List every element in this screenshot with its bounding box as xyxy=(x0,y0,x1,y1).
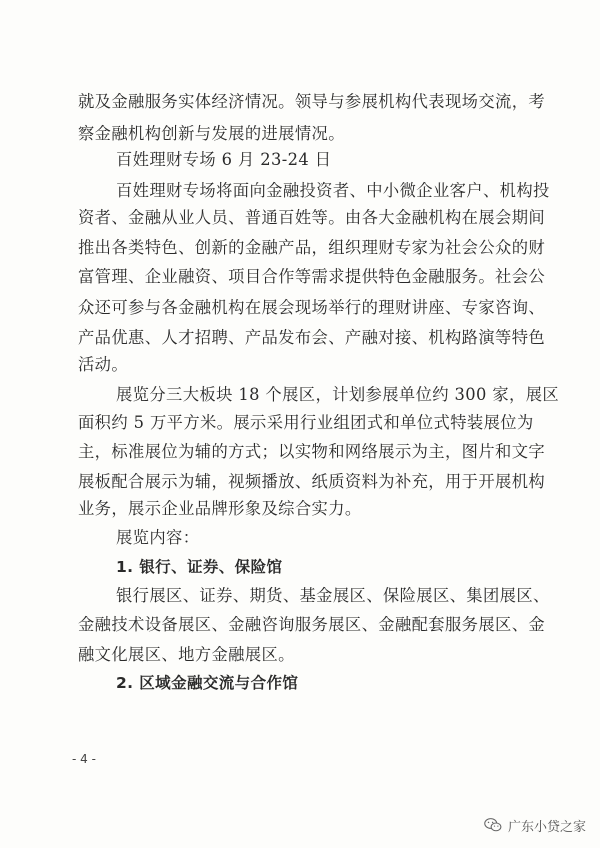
watermark-text: 广东小贷之家 xyxy=(507,819,586,835)
section-heading: 2. 区域金融交流与合作馆 xyxy=(116,674,299,692)
text-line: 产品优惠、人才招聘、产品发布会、产融对接、机构路演等特色 xyxy=(78,328,546,347)
wechat-icon xyxy=(484,817,502,833)
text-line: 富管理、企业融资、项目合作等需求提供特色金融服务。社会公 xyxy=(78,267,546,286)
text-line: 就及金融服务实体经济情况。领导与参展机构代表现场交流，考 xyxy=(78,92,546,111)
text-line: 资者、金融从业人员、普通百姓等。由各大金融机构在展会期间 xyxy=(78,208,546,227)
text-line: 业务，展示企业品牌形象及综合实力。 xyxy=(78,499,362,518)
text-line: 金融技术设备展区、金融咨询服务展区、金融配套服务展区、金 xyxy=(78,615,546,634)
text-line: 百姓理财专场将面向金融投资者、中小微企业客户、机构投 xyxy=(116,181,550,200)
text-line: 面积约 5 万平方米。展示采用行业组团式和单位式特装展位为 xyxy=(78,413,534,432)
section-heading: 百姓理财专场 6 月 23-24 日 xyxy=(116,150,332,169)
text-line: 推出各类特色、创新的金融产品，组织理财专家为社会公众的财 xyxy=(78,238,546,257)
text-line: 展板配合展示为辅，视频播放、纸质资料为补充，用于开展机构 xyxy=(78,472,546,491)
section-heading: 1. 银行、证券、保险馆 xyxy=(116,558,283,576)
watermark xyxy=(484,814,586,836)
text-line: 活动。 xyxy=(78,355,129,374)
text-line: 融文化展区、地方金融展区。 xyxy=(78,645,295,664)
text-line: 展览分三大板块 18 个展区，计划参展单位约 300 家，展区 xyxy=(116,385,560,404)
text-line: 众还可参与各金融机构在展会现场举行的理财讲座、专家咨询、 xyxy=(78,298,546,317)
page-number: - 4 - xyxy=(72,752,96,766)
text-line: 主，标准展位为辅的方式；以实物和网络展示为主，图片和文字 xyxy=(78,442,546,461)
text-line: 展览内容： xyxy=(116,528,200,547)
text-line: 银行展区、证券、期货、基金展区、保险展区、集团展区、 xyxy=(116,586,550,605)
text-line: 察金融机构创新与发展的进展情况。 xyxy=(78,124,345,143)
